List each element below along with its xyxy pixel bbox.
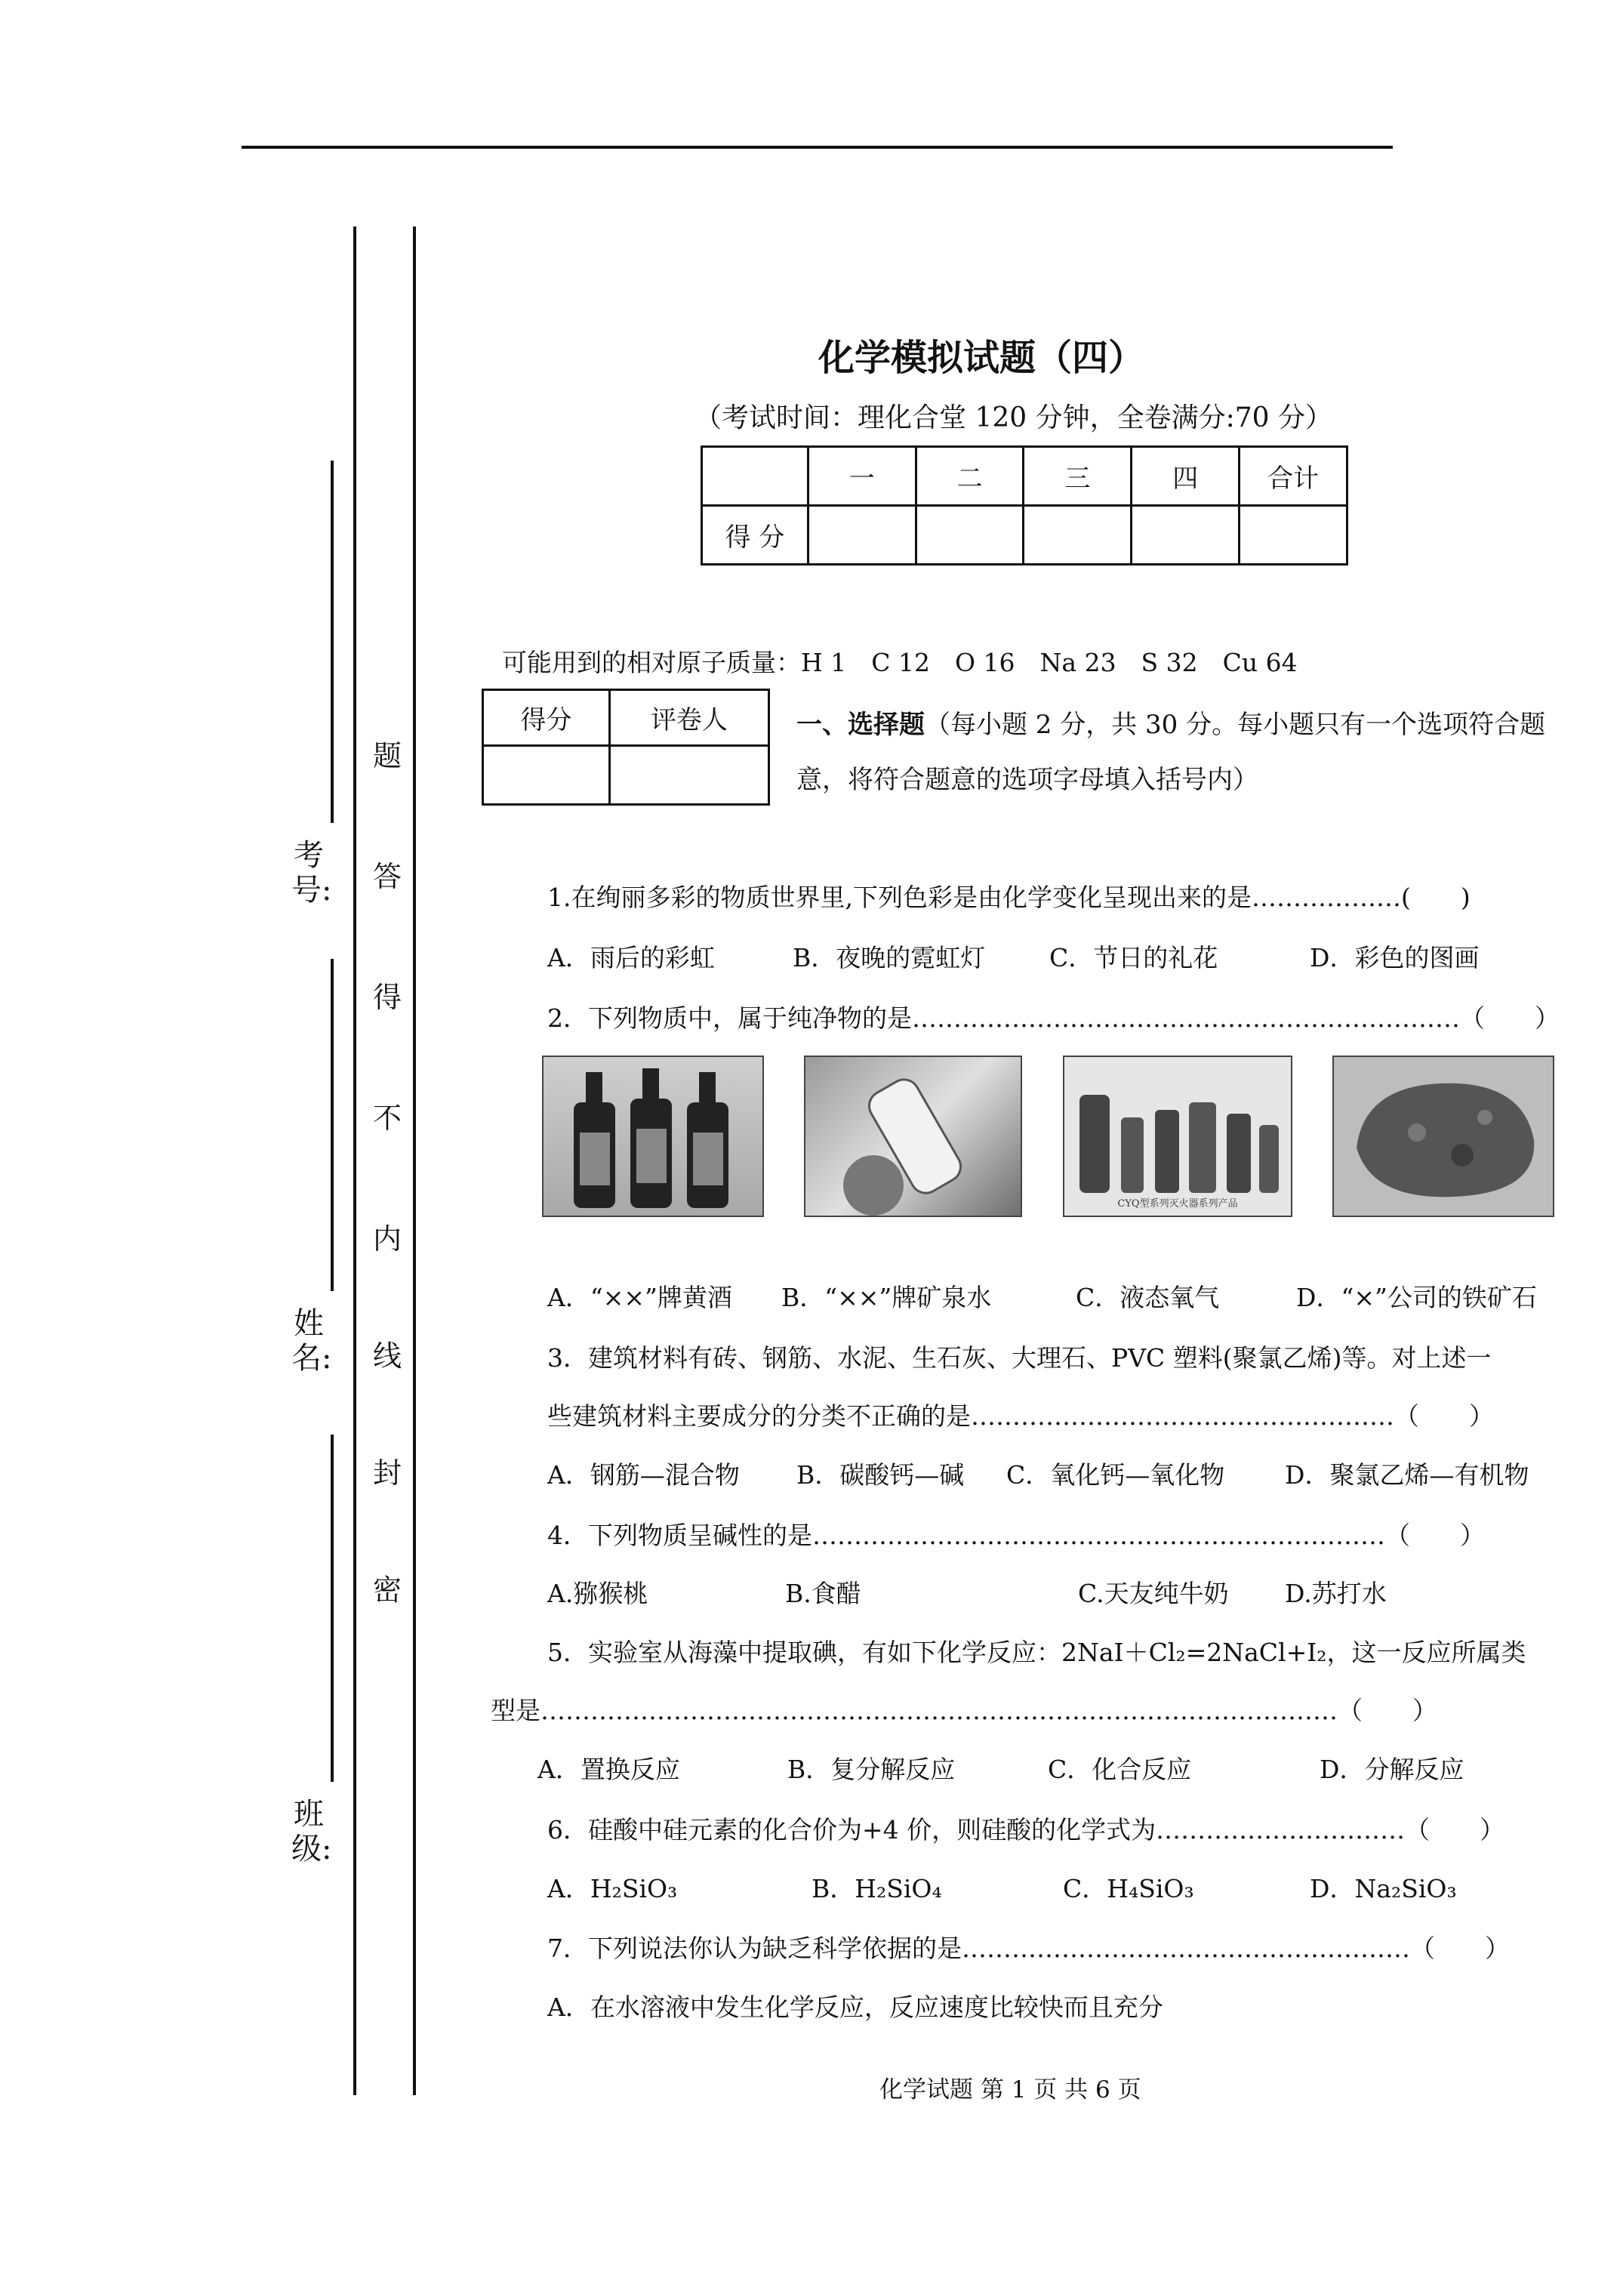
section1-desc-line1: （每小题 2 分，共 30 分。每小题只有一个选项符合题: [925, 710, 1546, 740]
atomic-masses: 可能用到的相对原子质量：H 1 C 12 O 16 Na 23 S 32 Cu 64: [502, 648, 1298, 677]
q4-option-a: A.猕猴桃: [547, 1579, 648, 1608]
q5-option-d: D．分解反应: [1320, 1755, 1464, 1784]
seal-char-xian: 线: [372, 1339, 402, 1373]
q1-option-c: C．节日的礼花: [1049, 943, 1218, 972]
grader-name-cell[interactable]: [609, 746, 768, 805]
exam-number-underline: [331, 461, 334, 823]
q1-option-a: A．雨后的彩虹: [547, 943, 715, 972]
q6-option-c: C．H₄SiO₃: [1063, 1874, 1194, 1903]
q3-option-d: D．聚氯乙烯—有机物: [1285, 1460, 1529, 1490]
section1-desc-line2: 意，将符合题意的选项字母填入括号内）: [796, 765, 1258, 795]
score-header-3: 三: [1024, 447, 1132, 506]
score-cell[interactable]: [1132, 506, 1240, 565]
photo-yellow-wine-bottles: [542, 1056, 764, 1217]
question-2: 2．下列物质中，属于纯净物的是…………………………………………………………（ ）: [547, 1003, 1560, 1033]
class-underline: [331, 1435, 334, 1782]
score-summary-table: [701, 445, 1348, 566]
q7-option-a: A．在水溶液中发生化学反应，反应速度比较快而且充分: [547, 1992, 1163, 2022]
score-cell[interactable]: [808, 506, 916, 565]
question-4: 4．下列物质呈碱性的是……………………………………………………………（ ）: [547, 1521, 1485, 1550]
question-7: 7．下列说法你认为缺乏科学依据的是………………………………………………（ ）: [547, 1934, 1510, 1963]
photo-mineral-water: [804, 1056, 1022, 1217]
question-5-line2: 型是……………………………………………………………………………………（ ）: [491, 1696, 1437, 1725]
q3-option-b: B．碳酸钙—碱: [796, 1460, 965, 1490]
seal-char-feng: 封: [372, 1456, 402, 1490]
class-label: 班级:: [291, 1797, 332, 1866]
exam-info: （考试时间：理化合堂 120 分钟，全卷满分:70 分）: [694, 402, 1332, 433]
section1-heading: 一、选择题: [796, 710, 925, 740]
grader-score-cell[interactable]: [483, 746, 610, 805]
question-1: 1.在绚丽多彩的物质世界里,下列色彩是由化学变化呈现出来的是………………( ): [547, 883, 1471, 912]
q3-option-a: A．钢筋—混合物: [547, 1460, 740, 1490]
q5-option-b: B．复分解反应: [787, 1755, 956, 1784]
q2-option-b: B．“××”牌矿泉水: [781, 1283, 992, 1312]
grader-table: [482, 689, 770, 806]
score-header-2: 二: [916, 447, 1024, 506]
q1-option-d: D．彩色的图画: [1310, 943, 1480, 972]
binding-line-right: [413, 227, 416, 2095]
q6-option-d: D．Na₂SiO₃: [1310, 1874, 1457, 1903]
score-header-4: 四: [1132, 447, 1240, 506]
q4-option-d: D.苏打水: [1285, 1579, 1387, 1608]
score-row-label: 得 分: [702, 506, 808, 565]
q2-option-d: D．“×”公司的铁矿石: [1296, 1283, 1537, 1312]
binding-line-left: [353, 227, 356, 2095]
seal-char-da: 答: [372, 860, 402, 893]
name-underline: [331, 959, 334, 1291]
q3-option-c: C．氧化钙—氧化物: [1006, 1460, 1225, 1490]
page-title: 化学模拟试题（四）: [818, 337, 1144, 379]
seal-char-mi: 密: [372, 1573, 402, 1607]
q6-option-b: B．H₂SiO₄: [812, 1874, 942, 1903]
score-cell[interactable]: [1240, 506, 1347, 565]
q4-option-b: B.食醋: [785, 1579, 861, 1608]
photo-caption: CYQ型系列灭火器系列产品: [1117, 1198, 1238, 1210]
seal-char-de: 得: [372, 981, 402, 1014]
section1-heading-line1: [796, 704, 1545, 741]
seal-char-bu: 不: [372, 1102, 402, 1135]
q1-option-b: B．夜晚的霓虹灯: [793, 943, 986, 972]
score-header-total: 合计: [1240, 447, 1347, 506]
score-header-1: 一: [808, 447, 916, 506]
q2-option-a: A．“××”牌黄酒: [547, 1283, 732, 1312]
score-header-blank: [702, 447, 808, 506]
score-cell[interactable]: [916, 506, 1024, 565]
question-3-line1: 3．建筑材料有砖、钢筋、水泥、生石灰、大理石、PVC 塑料(聚氯乙烯)等。对上述一: [547, 1343, 1492, 1373]
top-rule: [242, 146, 1393, 149]
photo-fire-extinguishers: [1063, 1056, 1292, 1217]
seal-char-ti: 题: [372, 739, 402, 772]
score-cell[interactable]: [1024, 506, 1132, 565]
q4-option-c: C.天友纯牛奶: [1078, 1579, 1229, 1608]
q2-option-c: C．液态氧气: [1076, 1283, 1220, 1312]
question-6: 6．硅酸中硅元素的化合价为+4 价，则硅酸的化学式为…………………………（ ）: [547, 1815, 1505, 1845]
question-3-line2: 些建筑材料主要成分的分类不正确的是……………………………………………（ ）: [547, 1401, 1494, 1431]
grader-name-header: 评卷人: [609, 690, 768, 746]
q5-option-a: A．置换反应: [537, 1755, 680, 1784]
q5-option-c: C．化合反应: [1048, 1755, 1192, 1784]
seal-char-nei: 内: [372, 1222, 402, 1256]
exam-number-label: 考号:: [291, 838, 332, 908]
name-label: 姓名:: [291, 1306, 332, 1376]
page-footer: 化学试题 第 1 页 共 6 页: [879, 2076, 1141, 2103]
grader-score-header: 得分: [483, 690, 610, 746]
question-5-line1: 5．实验室从海藻中提取碘，有如下化学反应：2NaI＋Cl₂=2NaCl+I₂，这一反应所属类: [547, 1638, 1526, 1667]
q6-option-a: A．H₂SiO₃: [547, 1874, 678, 1903]
photo-iron-ore: [1332, 1056, 1554, 1217]
